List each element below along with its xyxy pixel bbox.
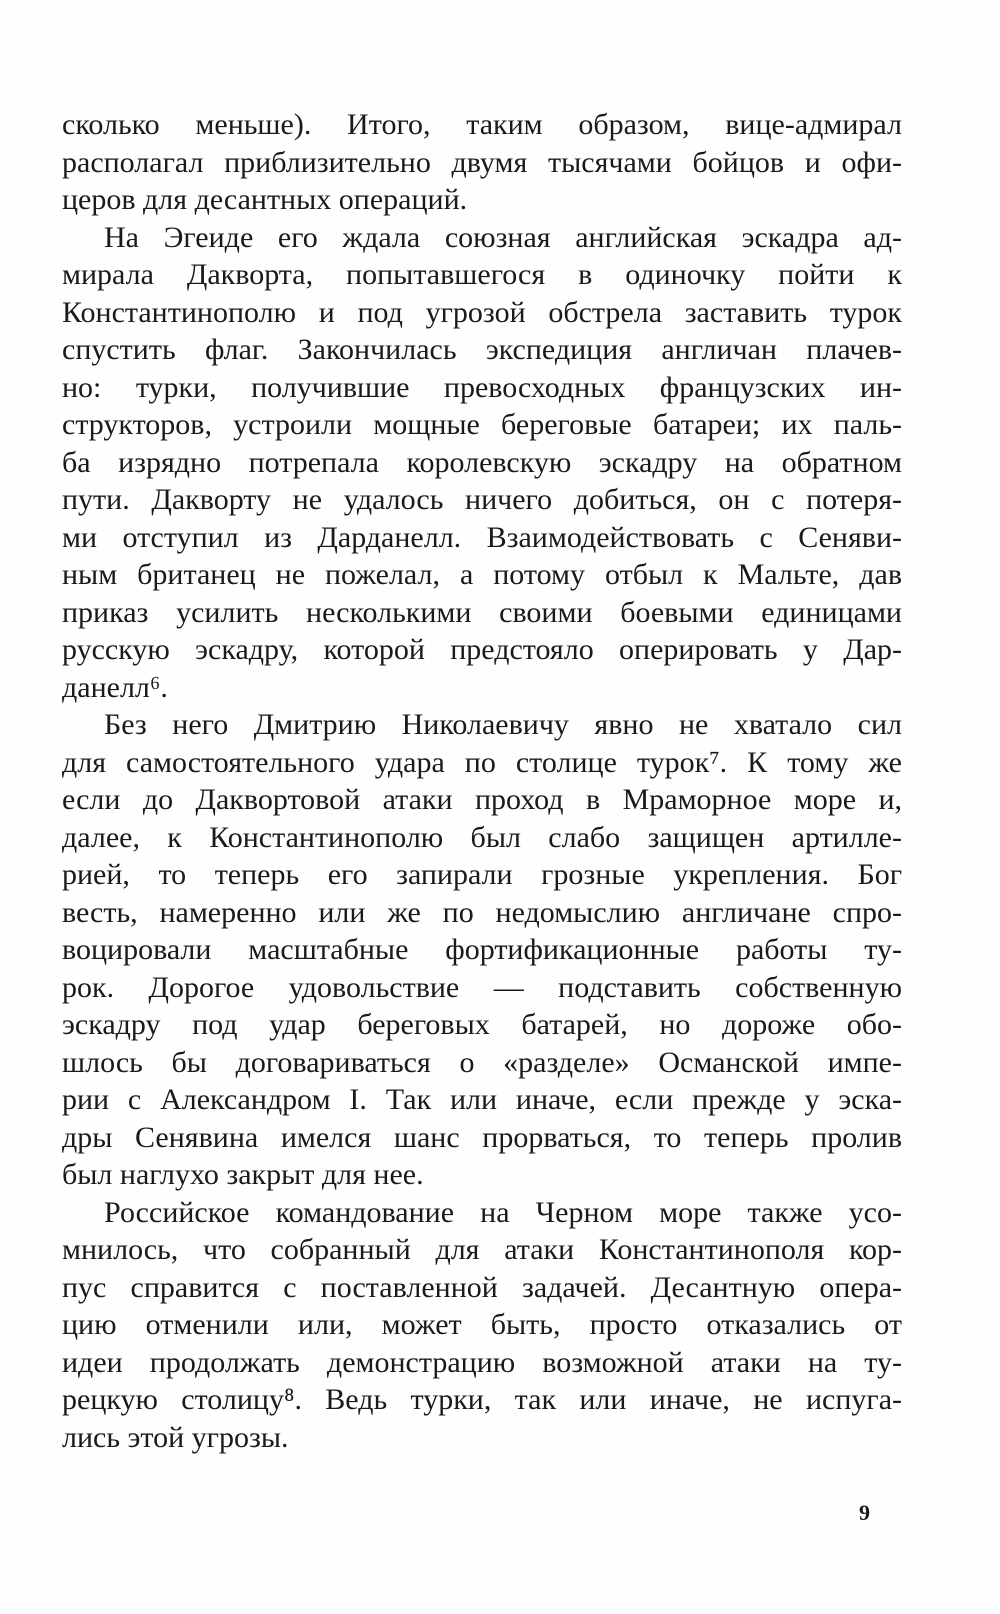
text-line: спустить флаг. Закончилась экспедиция англичан плачев- bbox=[62, 333, 902, 366]
text-line: рок. Дорогое удовольствие — подставить собственную bbox=[62, 970, 902, 1004]
text-line: воцировали масштабные фортификационные работы ту- bbox=[62, 933, 902, 966]
text-line: располагал приблизительно двумя тысячами бойцов и офи- bbox=[62, 145, 902, 179]
text-line: пути. Дакворту не удалось ничего добиться, он с потеря- bbox=[62, 483, 902, 516]
text-line: русскую эскадру, которой предстояло оперировать у Дар- bbox=[62, 633, 902, 666]
text-line: Российское командование на Черном море также усо- bbox=[104, 1195, 902, 1229]
text-line: для самостоятельного удара по столице турок⁷. К тому же bbox=[62, 745, 902, 779]
text-line: Без него Дмитрию Николаевичу явно не хватало сил bbox=[104, 708, 902, 741]
body-text bbox=[62, 106, 902, 1456]
text-line: Константинополю и под угрозой обстрела заставить турок bbox=[62, 295, 902, 329]
text-line: весть, намеренно или же по недомыслию англичане спро- bbox=[62, 895, 902, 929]
text-line: ным британец не пожелал, а потому отбыл к Мальте, дав bbox=[62, 558, 902, 591]
text-line: цию отменили или, может быть, просто отказались от bbox=[62, 1308, 902, 1341]
page-number: 9 bbox=[859, 1500, 870, 1525]
text-line: далее, к Константинополю был слабо защищен артилле- bbox=[62, 820, 902, 854]
text-line: мирала Дакворта, попытавшегося в одиночку пойти к bbox=[62, 258, 902, 291]
text-line: шлось бы договариваться о «разделе» Османской импе- bbox=[62, 1045, 902, 1079]
text-line: пус справится с поставленной задачей. Десантную опера- bbox=[62, 1270, 902, 1304]
text-line: мнилось, что собранный для атаки Константинополя кор- bbox=[62, 1233, 902, 1266]
text-line: если до Даквортовой атаки проход в Мраморное море и, bbox=[62, 783, 902, 816]
text-line: лись этой угрозы. bbox=[62, 1420, 289, 1454]
text-line: структоров, устроили мощные береговые батареи; их паль- bbox=[62, 408, 902, 441]
text-line: дры Сенявина имелся шанс прорваться, то теперь пролив bbox=[62, 1120, 902, 1154]
text-line: На Эгеиде его ждала союзная английская эскадра ад- bbox=[104, 220, 902, 254]
text-line: но: турки, получившие превосходных французских ин- bbox=[62, 370, 902, 404]
text-line: эскадру под удар береговых батарей, но дороже обо- bbox=[62, 1008, 902, 1041]
text-line: сколько меньше). Итого, таким образом, вице-адмирал bbox=[62, 108, 902, 141]
text-line: рии с Александром I. Так или иначе, если прежде у эска- bbox=[62, 1083, 902, 1116]
text-line: ба изрядно потрепала королевскую эскадру на обратном bbox=[62, 445, 902, 479]
text-line: идеи продолжать демонстрацию возможной атаки на ту- bbox=[62, 1345, 902, 1379]
text-line: церов для десантных операций. bbox=[62, 183, 468, 216]
text-line: данелл⁶. bbox=[62, 670, 168, 704]
text-line: рией, то теперь его запирали грозные укрепления. Бог bbox=[62, 858, 902, 891]
text-line: ми отступил из Дарданелл. Взаимодействовать с Сеняви- bbox=[62, 520, 902, 554]
text-line: был наглухо закрыт для нее. bbox=[62, 1158, 424, 1191]
text-line: рецкую столицу⁸. Ведь турки, так или иначе, не испуга- bbox=[62, 1383, 902, 1416]
text-line: приказ усилить несколькими своими боевыми единицами bbox=[62, 595, 902, 629]
